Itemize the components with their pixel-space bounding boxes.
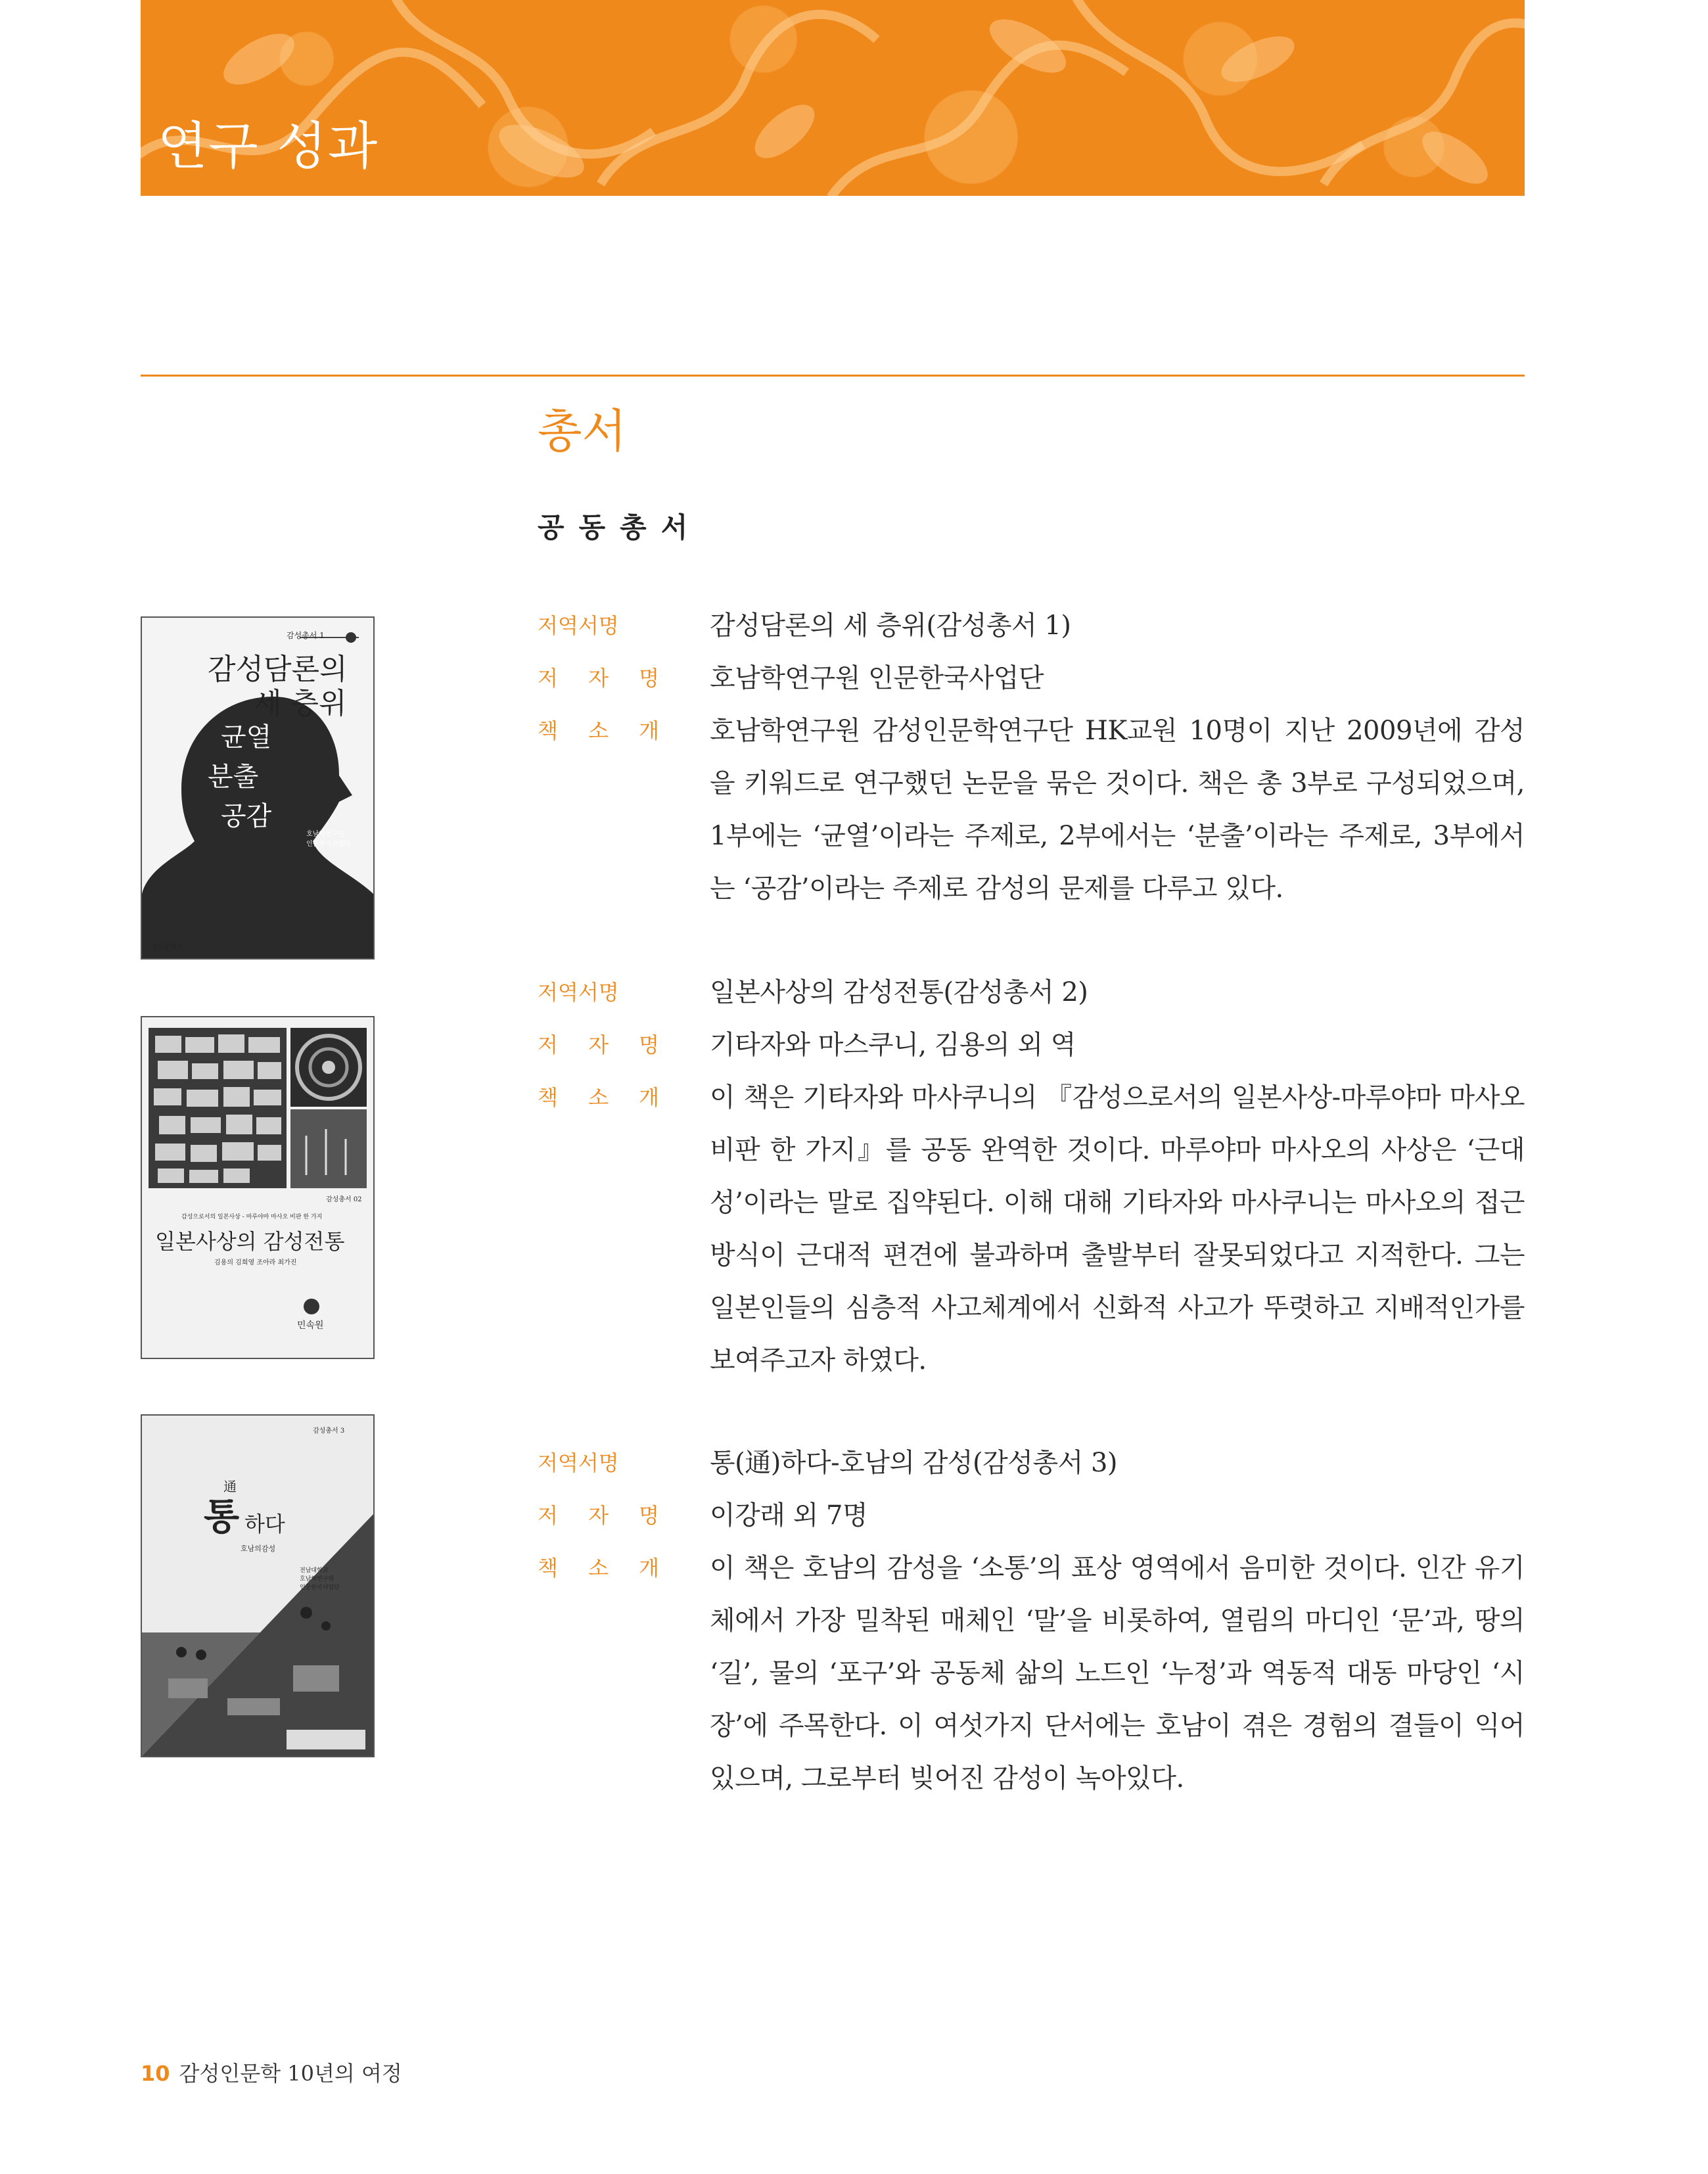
intro-label: 책 소 개 — [538, 1085, 672, 1110]
book-cover-1 — [141, 616, 375, 960]
book-3-intro-row — [538, 1542, 1525, 1805]
book-entry-1 — [538, 599, 1525, 915]
book-2-title-row — [538, 966, 1525, 1019]
book-2-author: 기타자와 마스쿠니, 김용의 외 역 — [710, 1030, 1076, 1060]
cover-2-press: 민속원 — [297, 1320, 324, 1331]
page-number: 10 — [141, 2061, 170, 2086]
footer-text: 감성인문학 10년의 여정 — [179, 2061, 402, 2086]
book-cover-3 — [141, 1414, 375, 1757]
cover-1-publisher-small: 호남학연구원 인문한국사업단 — [306, 831, 351, 848]
cover-3-series: 감성총서 3 — [313, 1427, 345, 1435]
title-label: 저역서명 — [538, 613, 619, 638]
cover-1-press: 경인문화사 — [151, 944, 183, 951]
book-1-title-row — [538, 599, 1525, 652]
cover-2-subtitle: 감성으로서의 일본사상 - 마루야마 마사오 비판 한 가지 — [181, 1214, 323, 1220]
book-1-intro-row — [538, 705, 1525, 915]
cover-2-title: 일본사상의 감성전통 — [155, 1229, 345, 1254]
cover-1-series: 감성총서 1 — [287, 631, 325, 640]
title-label: 저역서명 — [538, 980, 619, 1005]
book-1-author: 호남학연구원 인문한국사업단 — [710, 663, 1044, 693]
cover-3-title-rest: 하다 — [244, 1512, 285, 1537]
book-entry-2 — [538, 966, 1525, 1387]
intro-label: 책 소 개 — [538, 718, 672, 743]
cover-2-art — [142, 1017, 373, 1358]
book-2-intro: 이 책은 기타자와 마사쿠니의 『감성으로서의 일본사상-마루야마 마사오 비판 한 가지』를 공동 완역한 것이다. 마루야마 마사오의 사상은 ‘근대성’이라는 말로 집약된다. 이해 대해 기타자와 마사쿠니는 마사오의 접근 방식이 근대적 편견에 불과하며 출발부터 잘못되었다고 지적한다. 그는 일본인들의 심층적 사고체계에서 신화적 사고가 뚜렷하고 지배적인가를 보여주고자 하였다. — [710, 1082, 1525, 1376]
book-3-author: 이강래 외 7명 — [710, 1500, 868, 1531]
author-label: 저 자 명 — [538, 1503, 672, 1528]
cover-3-publisher-small: 전남대학교 호남학연구원 인문한국사업단 — [300, 1567, 340, 1591]
book-3-author-row — [538, 1489, 1525, 1542]
section-divider — [141, 375, 1525, 377]
page-header-title: 연구 성과 — [158, 117, 379, 176]
cover-1-word-1: 균열 — [221, 722, 272, 752]
header-banner — [141, 0, 1525, 196]
book-1-author-row — [538, 652, 1525, 705]
book-2-author-row — [538, 1019, 1525, 1071]
cover-1-word-3: 공감 — [221, 801, 272, 831]
intro-label: 책 소 개 — [538, 1556, 672, 1581]
author-label: 저 자 명 — [538, 666, 672, 691]
book-2-title: 일본사상의 감성전통(감성총서 2) — [710, 977, 1088, 1007]
subsection-title: 공동총서 — [538, 511, 703, 544]
page-footer — [141, 2057, 402, 2087]
section-title: 총서 — [538, 404, 627, 458]
cover-1-word-2: 분출 — [208, 762, 259, 792]
title-label: 저역서명 — [538, 1450, 619, 1475]
book-1-intro: 호남학연구원 감성인문학연구단 HK교원 10명이 지난 2009년에 감성을 키워드로 연구했던 논문을 묶은 것이다. 책은 총 3부로 구성되었으며, 1부에는 ‘균열’이라는 주제로, 2부에서는 ‘분출’이라는 주제로, 3부에서는 ‘공감’이라는 주제로 감성의 문제를 다루고 있다. — [710, 716, 1525, 904]
cover-3-hanja: 通 — [223, 1479, 237, 1494]
cover-3-title-big: 통 — [204, 1495, 240, 1538]
cover-1-title-line2: 세 층위 — [254, 687, 347, 720]
author-label: 저 자 명 — [538, 1032, 672, 1057]
cover-2-translators: 김용의 김희영 조아라 최가진 — [214, 1259, 297, 1266]
book-cover-2 — [141, 1016, 375, 1359]
book-entry-3 — [538, 1437, 1525, 1805]
cover-2-series: 감성총서 02 — [326, 1196, 362, 1203]
book-3-title: 통(通)하다-호남의 감성(감성총서 3) — [710, 1448, 1117, 1478]
cover-3-subtitle: 호남의감성 — [241, 1544, 276, 1553]
book-1-title: 감성담론의 세 층위(감성총서 1) — [710, 611, 1071, 641]
cover-1-title-line1: 감성담론의 — [208, 653, 348, 686]
book-3-intro: 이 책은 호남의 감성을 ‘소통’의 표상 영역에서 음미한 것이다. 인간 유기체에서 가장 밀착된 매체인 ‘말’을 비롯하여, 열림의 마디인 ‘문’과, 땅의 ‘길’, 물의 ‘포구’와 공동체 삶의 노드인 ‘누정’과 역동적 대동 마당인 ‘시장’에 주목한다. 이 여섯가지 단서에는 호남이 겪은 경험의 결들이 익어있으며, 그로부터 빚어진 감성이 녹아있다. — [710, 1553, 1525, 1793]
book-2-intro-row — [538, 1071, 1525, 1387]
book-3-title-row — [538, 1437, 1525, 1489]
